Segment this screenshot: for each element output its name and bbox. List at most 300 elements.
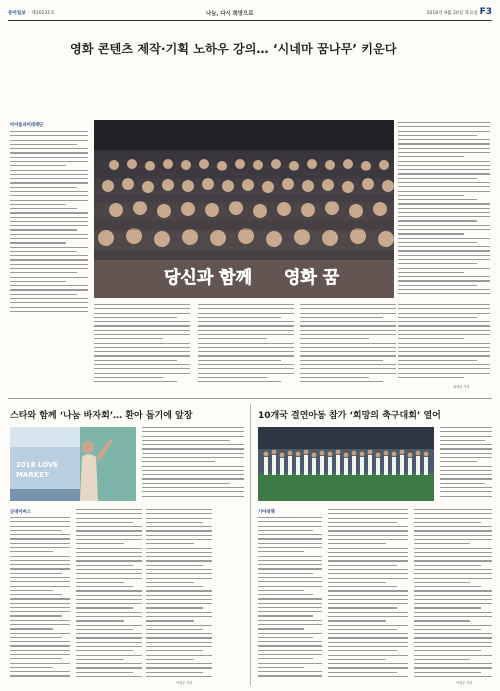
body-line [414, 582, 470, 583]
body-line [414, 667, 492, 668]
body-line [398, 268, 490, 269]
body-line [440, 436, 492, 437]
body-line [10, 135, 88, 136]
header-rule [8, 20, 492, 21]
body-line [10, 191, 88, 192]
body-line [328, 522, 397, 523]
body-line [328, 569, 408, 570]
body-line [328, 526, 408, 527]
body-line [440, 496, 492, 497]
body-line [398, 182, 490, 183]
body-line [440, 470, 492, 471]
body-line [258, 517, 322, 518]
body-line [258, 564, 322, 565]
body-line [398, 293, 490, 294]
body-line [94, 381, 177, 382]
body-line [76, 578, 142, 579]
top-headline: 영화 콘텐츠 제작·기획 노하우 강의… ‘시네마 꿈나무’ 키운다 [70, 42, 397, 56]
body-line [146, 530, 212, 531]
body-line [328, 659, 386, 660]
body-line [10, 517, 70, 518]
body-line [328, 530, 408, 531]
body-line [258, 603, 322, 604]
body-line [142, 487, 244, 488]
body-line [142, 478, 244, 479]
body-line [10, 221, 88, 222]
body-line [300, 351, 396, 352]
right-org-label: 기아대책 [258, 510, 275, 515]
body-line [414, 530, 492, 531]
body-line [414, 543, 470, 544]
body-line [398, 289, 490, 290]
body-line [198, 308, 294, 309]
body-line [10, 152, 88, 153]
body-line [258, 547, 322, 548]
left-col-2 [76, 509, 142, 681]
body-line [414, 565, 481, 566]
body-line [258, 594, 313, 595]
body-line [328, 672, 397, 673]
top-org-label: 아이들과미래재단 [10, 123, 44, 128]
body-line [10, 620, 70, 621]
body-line [414, 526, 492, 527]
body-line [398, 212, 490, 213]
body-line [10, 577, 70, 578]
body-line [142, 466, 244, 467]
body-line [300, 368, 396, 369]
issue-number: 제30231호 [31, 11, 55, 16]
body-line [398, 272, 464, 273]
body-line [440, 440, 485, 441]
body-line [10, 208, 77, 209]
body-line [398, 143, 490, 144]
body-line [76, 603, 142, 604]
body-line [76, 659, 124, 660]
body-line [328, 676, 408, 677]
body-line [76, 526, 142, 527]
body-line [328, 586, 397, 587]
body-line [414, 659, 470, 660]
body-line [76, 625, 142, 626]
body-line [76, 560, 142, 561]
body-line [414, 509, 492, 510]
left-col-3 [146, 509, 212, 681]
body-line [146, 633, 212, 634]
body-line [440, 487, 492, 488]
right-col-3 [414, 509, 492, 681]
body-line [10, 671, 70, 672]
body-line [414, 637, 492, 638]
body-line [258, 671, 322, 672]
body-line [10, 573, 62, 574]
body-line [76, 573, 142, 574]
body-line [258, 658, 313, 659]
body-line [258, 543, 322, 544]
body-line [328, 612, 408, 613]
body-line [76, 522, 133, 523]
body-line [398, 161, 490, 162]
body-line [142, 444, 244, 445]
body-line [142, 474, 244, 475]
body-line [258, 521, 322, 522]
body-line [398, 242, 477, 243]
body-line [146, 582, 194, 583]
body-line [414, 676, 492, 677]
body-line [146, 637, 212, 638]
body-line [300, 317, 383, 318]
body-line [76, 518, 142, 519]
body-line [414, 655, 492, 656]
body-line [76, 556, 142, 557]
body-line [76, 590, 142, 591]
body-line [76, 633, 142, 634]
body-line [94, 334, 190, 335]
body-line [328, 509, 408, 510]
body-line [398, 195, 464, 196]
body-line [300, 343, 396, 344]
body-line [398, 343, 490, 344]
body-line [328, 595, 408, 596]
body-line [146, 522, 203, 523]
body-line [10, 538, 70, 539]
body-line [398, 259, 490, 260]
body-line [10, 302, 88, 303]
body-line [198, 330, 294, 331]
body-line [142, 427, 244, 428]
body-line [10, 568, 70, 569]
left-photo [10, 427, 136, 501]
body-line [198, 347, 294, 348]
svg-text:MARKET: MARKET [16, 471, 49, 479]
body-line [300, 364, 396, 365]
body-line [414, 569, 492, 570]
body-line [398, 126, 490, 127]
body-line [398, 334, 490, 335]
body-line [10, 174, 88, 175]
page-header [8, 7, 492, 19]
body-line [94, 330, 190, 331]
body-line [10, 212, 88, 213]
body-line [414, 650, 481, 651]
body-line [258, 568, 322, 569]
body-line [414, 620, 470, 621]
body-line [10, 543, 70, 544]
body-line [10, 200, 88, 201]
page-number: F3 [479, 7, 492, 17]
body-line [198, 343, 294, 344]
body-line [146, 590, 212, 591]
body-line [398, 304, 490, 305]
body-line [76, 599, 142, 600]
body-line [300, 347, 396, 348]
body-line [328, 590, 408, 591]
body-line [10, 556, 70, 557]
body-line [10, 598, 70, 599]
body-line [198, 360, 281, 361]
body-line [10, 633, 70, 634]
body-line [146, 518, 212, 519]
body-line [10, 607, 70, 608]
top-col-4 [300, 304, 396, 388]
body-line [94, 317, 177, 318]
body-line [76, 513, 142, 514]
body-line [142, 448, 244, 449]
body-line [10, 217, 88, 218]
body-line [398, 208, 490, 209]
body-line [398, 246, 490, 247]
body-line [398, 165, 490, 166]
body-line [300, 304, 396, 305]
body-line [258, 628, 304, 629]
body-line [258, 590, 304, 591]
right-byline: 이정우 기자 [456, 681, 473, 685]
body-line [198, 351, 294, 352]
body-line [10, 170, 88, 171]
body-line [414, 578, 492, 579]
body-line [398, 351, 490, 352]
body-line [398, 199, 477, 200]
body-line [76, 612, 142, 613]
body-line [76, 672, 133, 673]
body-line [440, 474, 492, 475]
body-line [300, 377, 369, 378]
body-line [258, 560, 322, 561]
body-line [414, 595, 492, 596]
body-line [94, 308, 190, 309]
body-line [440, 453, 492, 454]
body-line [10, 586, 70, 587]
body-line [10, 521, 70, 522]
body-line [328, 629, 397, 630]
body-line [398, 255, 490, 256]
left-col-side [142, 427, 244, 501]
body-line [300, 313, 396, 314]
body-line [328, 560, 408, 561]
body-line [198, 313, 294, 314]
body-line [258, 667, 304, 668]
body-line [398, 263, 477, 264]
body-line [146, 672, 203, 673]
body-line [146, 616, 212, 617]
body-line [328, 552, 408, 553]
body-line [398, 229, 490, 230]
body-line [258, 675, 322, 676]
body-line [398, 131, 490, 132]
body-line [146, 625, 212, 626]
body-line [10, 178, 88, 179]
body-line [10, 307, 88, 308]
body-line [328, 513, 408, 514]
body-line [146, 646, 212, 647]
body-line [328, 582, 386, 583]
body-line [10, 581, 70, 582]
body-line [10, 658, 62, 659]
right-col-2 [328, 509, 408, 681]
body-line [94, 313, 190, 314]
body-line [258, 615, 313, 616]
body-line [258, 573, 313, 574]
body-line [398, 338, 464, 339]
body-line [258, 663, 322, 664]
section-title: 나눔, 다시 희망으로 [206, 11, 254, 17]
body-line [258, 654, 322, 655]
body-line [10, 195, 88, 196]
body-line [10, 144, 77, 145]
body-line [146, 620, 194, 621]
body-line [94, 321, 190, 322]
body-line [328, 616, 408, 617]
body-line [198, 368, 294, 369]
body-line [10, 225, 88, 226]
body-line [398, 233, 464, 234]
body-line [328, 637, 408, 638]
body-line [10, 259, 88, 260]
body-line [76, 569, 142, 570]
body-line [328, 603, 408, 604]
body-line [76, 650, 133, 651]
body-line [198, 338, 267, 339]
body-line [258, 650, 322, 651]
body-line [300, 338, 369, 339]
body-line [198, 381, 281, 382]
body-line [258, 607, 322, 608]
body-line [398, 321, 490, 322]
body-line [414, 663, 492, 664]
body-line [398, 276, 490, 277]
body-line [398, 313, 490, 314]
body-line [10, 161, 88, 162]
body-line [10, 242, 66, 243]
body-line [142, 457, 244, 458]
body-line [398, 169, 490, 170]
body-line [198, 304, 294, 305]
photo-slogan: 당신과 함께 [164, 268, 253, 288]
body-line [328, 535, 408, 536]
body-line [10, 234, 88, 235]
left-headline: 스타와 함께 ‘나눔 바자회’… 환아 돕기에 앞장 [10, 411, 193, 421]
body-line [300, 325, 396, 326]
body-line [10, 294, 77, 295]
body-line [328, 556, 408, 557]
body-line [146, 612, 212, 613]
svg-text:영화 꿈: 영화 꿈 [284, 268, 340, 288]
body-line [76, 548, 142, 549]
body-line [398, 186, 490, 187]
right-photo [258, 427, 434, 501]
body-line [440, 427, 492, 428]
body-line [142, 483, 230, 484]
body-line [94, 377, 163, 378]
body-line [10, 285, 88, 286]
body-line [10, 311, 88, 312]
body-line [198, 334, 294, 335]
body-line [414, 616, 492, 617]
body-line [398, 250, 490, 251]
body-line [94, 368, 190, 369]
body-line [146, 642, 212, 643]
body-line [10, 187, 77, 188]
svg-text:2018 LOVE: 2018 LOVE [16, 461, 59, 469]
body-line [10, 157, 88, 158]
body-line [10, 255, 88, 256]
body-line [146, 676, 212, 677]
body-line [328, 607, 397, 608]
body-line [440, 478, 492, 479]
body-line [76, 530, 142, 531]
body-line [76, 663, 142, 664]
top-col-2 [94, 304, 190, 388]
newspaper-logo: 동아일보 [8, 11, 26, 16]
body-line [300, 308, 396, 309]
body-line [76, 552, 142, 553]
body-line [414, 573, 492, 574]
body-line [76, 607, 133, 608]
body-line [258, 645, 322, 646]
body-line [414, 590, 492, 591]
body-line [10, 281, 66, 282]
body-line [414, 612, 492, 613]
body-line [94, 373, 190, 374]
body-line [76, 586, 133, 587]
body-line [146, 659, 194, 660]
body-line [76, 595, 142, 596]
body-line [398, 173, 490, 174]
body-line [328, 578, 408, 579]
body-line [146, 650, 203, 651]
body-line [10, 611, 70, 612]
body-line [10, 264, 88, 265]
body-line [94, 343, 190, 344]
body-line [10, 148, 88, 149]
body-line [398, 377, 464, 378]
body-line [300, 360, 383, 361]
body-line [146, 655, 212, 656]
body-line [142, 431, 244, 432]
body-line [440, 461, 477, 462]
body-line [328, 633, 408, 634]
body-line [258, 538, 322, 539]
body-line [146, 578, 212, 579]
body-line [398, 191, 490, 192]
body-line [328, 646, 408, 647]
body-line [414, 672, 481, 673]
body-line [440, 466, 492, 467]
body-line [328, 642, 408, 643]
body-line [146, 543, 194, 544]
body-line [398, 308, 490, 309]
body-line [76, 637, 142, 638]
body-line [414, 513, 492, 514]
body-line [94, 364, 190, 365]
body-line [10, 641, 70, 642]
body-line [94, 347, 190, 348]
body-line [10, 547, 70, 548]
body-line [146, 548, 212, 549]
body-line [94, 325, 190, 326]
body-line [258, 633, 322, 634]
body-line [142, 491, 244, 492]
body-line [76, 616, 142, 617]
body-line [10, 251, 77, 252]
body-line [146, 595, 212, 596]
body-line [328, 565, 397, 566]
body-line [10, 140, 88, 141]
body-line [258, 526, 322, 527]
left-col-1 [10, 517, 70, 683]
body-line [414, 548, 492, 549]
body-line [414, 603, 492, 604]
body-line [414, 586, 481, 587]
